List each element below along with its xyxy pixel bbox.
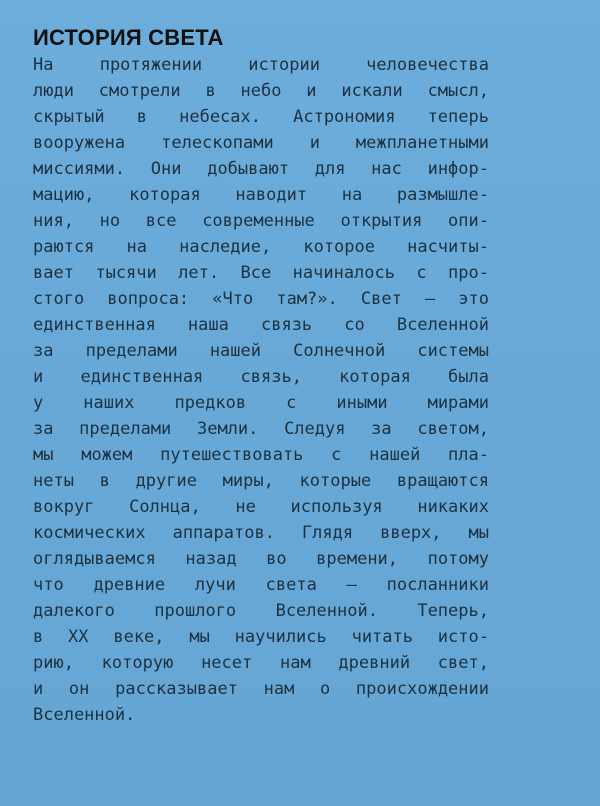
article-body (33, 52, 489, 728)
text-line: вооружена телескопами и межпланетными (33, 133, 489, 153)
text-line: за пределами Земли. Следуя за светом, (33, 419, 489, 439)
text-line: космических аппаратов. Глядя вверх, мы (33, 523, 489, 543)
text-line: далекого прошлого Вселенной. Теперь, (33, 601, 489, 621)
text-line: На протяжении истории человечества (33, 55, 489, 75)
text-line: раются на наследие, которое насчиты- (33, 237, 489, 257)
text-line: единственная наша связь со Вселенной (33, 315, 489, 335)
text-line: вает тысячи лет. Все начиналось с про- (33, 263, 489, 283)
text-line: за пределами нашей Солнечной системы (33, 341, 489, 361)
text-line: стого вопроса: «Что там?». Свет – это (33, 289, 489, 309)
text-line: рию, которую несет нам древний свет, (33, 653, 489, 673)
text-line: оглядываемся назад во времени, потому (33, 549, 489, 569)
page-title: ИСТОРИЯ СВЕТА (33, 25, 224, 50)
text-line: у наших предков с иными мирами (33, 393, 489, 413)
text-line: миссиями. Они добывают для нас инфор- (33, 159, 489, 179)
text-line: что древние лучи света – посланники (33, 575, 489, 595)
text-line: Вселенной. (33, 705, 136, 725)
text-line: ния, но все современные открытия опи- (33, 211, 489, 231)
text-line: люди смотрели в небо и искали смысл, (33, 81, 489, 101)
text-line: вокруг Солнца, не используя никаких (33, 497, 489, 517)
text-line: мацию, которая наводит на размышле- (33, 185, 489, 205)
text-line: и единственная связь, которая была (33, 367, 489, 387)
text-line: и он рассказывает нам о происхождении (33, 679, 489, 699)
text-line: неты в другие миры, которые вращаются (33, 471, 489, 491)
text-line: скрытый в небесах. Астрономия теперь (33, 107, 489, 127)
text-line: в XX веке, мы научились читать исто- (33, 627, 489, 647)
text-line: мы можем путешествовать с нашей пла- (33, 445, 489, 465)
